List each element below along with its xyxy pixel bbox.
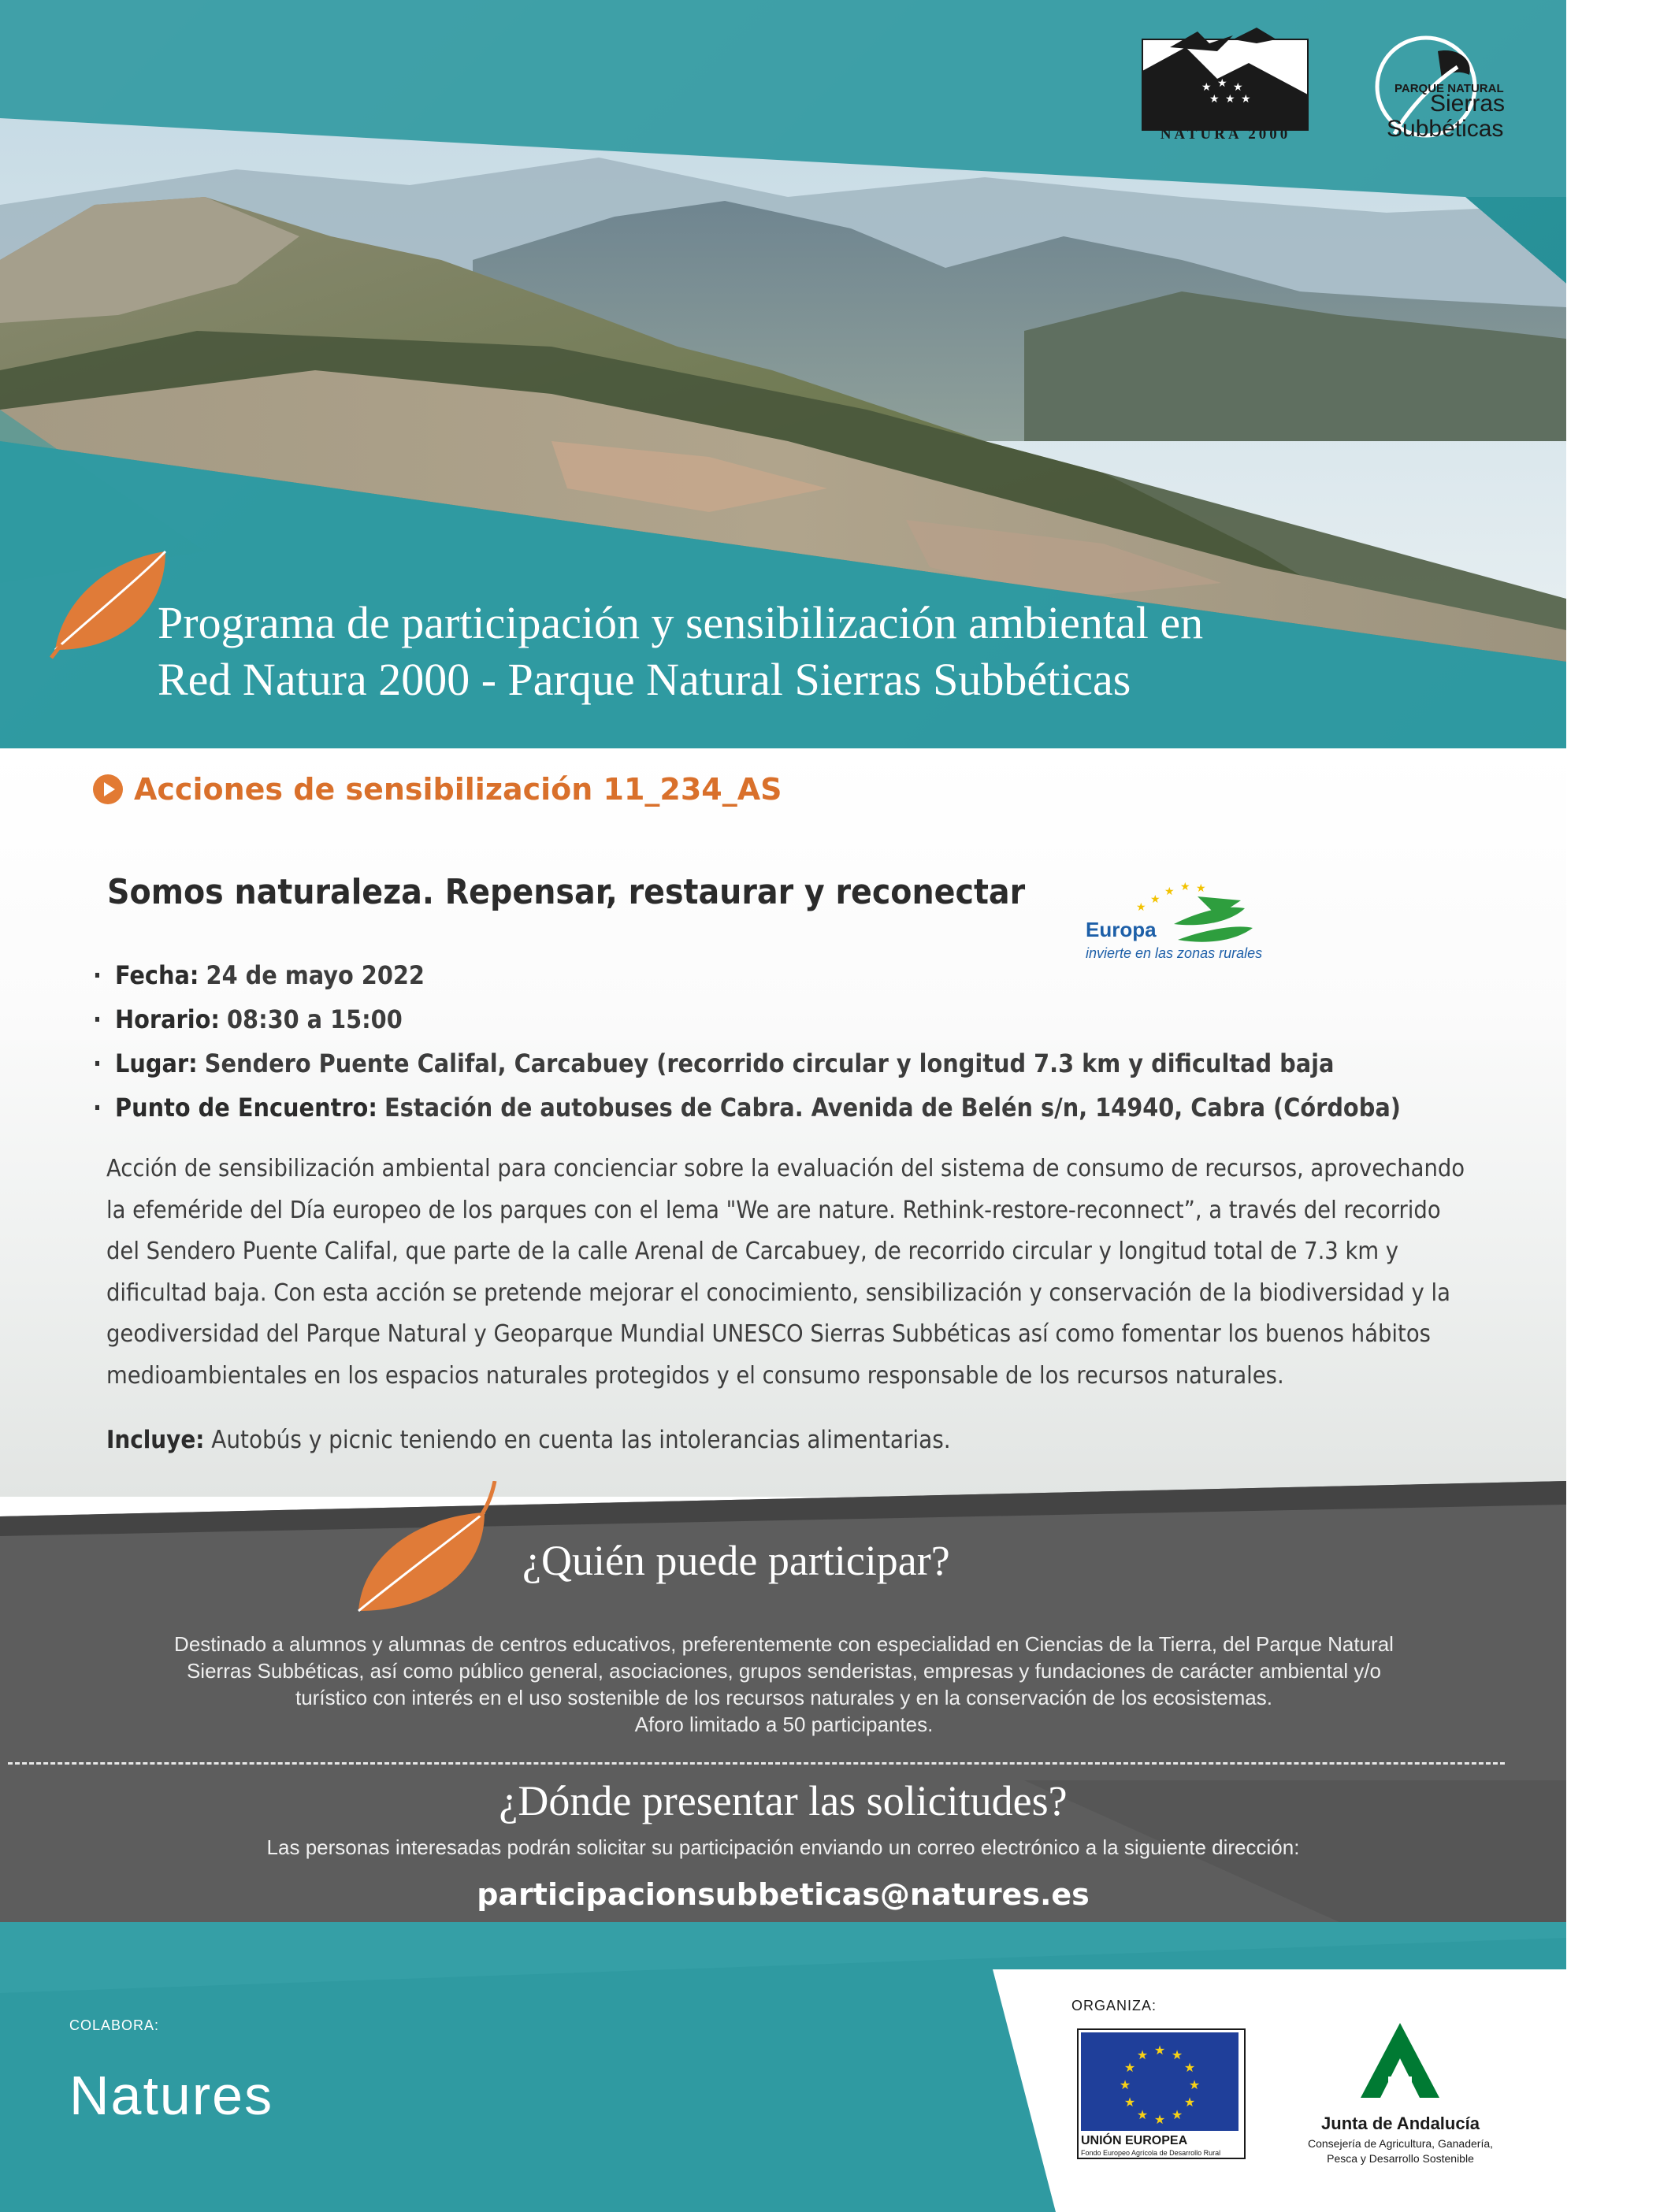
section-divider — [8, 1762, 1505, 1765]
svg-text:★: ★ — [1209, 93, 1220, 106]
svg-text:★: ★ — [1201, 81, 1212, 94]
svg-text:★: ★ — [1171, 2047, 1183, 2062]
action-code: Acciones de sensibilización 11_234_AS — [134, 772, 782, 807]
svg-text:★: ★ — [1136, 2107, 1149, 2122]
svg-text:★: ★ — [1225, 93, 1235, 106]
detail-meeting-point: · Punto de Encuentro: Estación de autobuses de Cabra. Avenida de Belén s/n, 14940, Cabra (Córdoba) — [93, 1093, 1401, 1123]
svg-text:★: ★ — [1180, 881, 1190, 893]
collaborator-label: COLABORA: — [69, 2017, 160, 2033]
parque-natural-label: PARQUE NATURAL — [1394, 82, 1504, 95]
parque-natural-name: Sierras Subbéticas — [1387, 91, 1506, 142]
svg-text:★: ★ — [1119, 2077, 1131, 2092]
event-description: Acción de sensibilización ambiental para concienciar sobre la evaluación del sistema de consumo de recursos, aprovechando la efeméride del Día europeo de los parques con el lema "We are nature. Rethink-restore-reconnect”, a través del recorrido del Sendero Puente Califal, que parte de la calle Arenal de Carcabuey, de recorrido circular y longitud total de 7.3 km y dificultad baja. Con esta acción se pretende mejorar el conocimiento, sensibilización y conservación de la biodiversidad y la geodiversidad del Parque Natural y Geoparque Mundial UNESCO Sierras Subbéticas así como fomentar los buenos hábitos medioambientales en los espacios naturales protegidos y el consumo responsable de los recursos naturales. — [106, 1155, 1465, 1390]
junta-department: Consejería de Agricultura, Ganadería, Pesca y Desarrollo Sostenible — [1307, 2137, 1494, 2165]
natures-logo: Natures — [69, 2065, 274, 2126]
natura-2000-logo-text: NATURA 2000 — [1160, 126, 1291, 143]
svg-text:★: ★ — [1183, 2060, 1196, 2075]
svg-text:★: ★ — [1233, 81, 1243, 94]
includes-line: Incluye: Autobús y picnic teniendo en cuenta las intolerancias alimentarias. — [106, 1426, 951, 1454]
who-heading: ¿Quién puede participar? — [522, 1537, 950, 1584]
who-description: Destinado a alumnos y alumnas de centros educativos, preferentemente con especialidad en Ciencias de la Tierra, del Parque Natural Sierras Subbéticas, así como público general, asociaciones, grupos senderistas, empresas y fundaciones de carácter ambiental y/o turístico con interés en el uso sostenible de los recursos naturales y en la conservación de los ecosistemas. Aforo limitado a 50 participantes. — [174, 1632, 1394, 1736]
detail-place: · Lugar: Sendero Puente Califal, Carcabuey (recorrido circular y longitud 7.3 km y dificultad baja — [93, 1048, 1335, 1078]
svg-text:★: ★ — [1196, 882, 1206, 895]
detail-schedule: · Horario: 08:30 a 15:00 — [93, 1004, 403, 1034]
detail-date: · Fecha: 24 de mayo 2022 — [93, 960, 425, 990]
junta-andalucia-logo — [1357, 2023, 1443, 2102]
svg-text:★: ★ — [1188, 2077, 1201, 2092]
svg-text:★: ★ — [1171, 2107, 1183, 2122]
europa-logo-tagline: invierte en las zonas rurales — [1086, 945, 1263, 961]
svg-text:★: ★ — [1153, 2112, 1166, 2127]
svg-text:★: ★ — [1150, 893, 1161, 906]
contact-email-link[interactable]: participacionsubbeticas@natures.es — [477, 1877, 1090, 1912]
svg-text:★: ★ — [1136, 2047, 1149, 2062]
event-details-list — [93, 953, 1550, 1130]
junta-andalucia-name: Junta de Andalucía — [1321, 2114, 1480, 2133]
europa-logo-word: Europa — [1086, 918, 1157, 941]
eu-logo-name: UNIÓN EUROPEA — [1081, 2134, 1188, 2147]
organizer-label: ORGANIZA: — [1071, 1998, 1157, 2013]
eu-flag-icon — [1081, 2032, 1239, 2131]
svg-text:★: ★ — [1123, 2060, 1136, 2075]
svg-text:★: ★ — [1136, 901, 1146, 914]
eu-fund-name: Fondo Europeo Agrícola de Desarrollo Rural — [1081, 2149, 1221, 2157]
svg-text:★: ★ — [1153, 2043, 1166, 2058]
svg-text:★: ★ — [1241, 93, 1251, 106]
play-circle-icon — [93, 774, 123, 804]
program-title-line-2: Red Natura 2000 - Parque Natural Sierras Subbéticas — [158, 654, 1131, 705]
event-title: Somos naturaleza. Repensar, restaurar y reconectar — [107, 872, 1026, 912]
svg-text:★: ★ — [1123, 2095, 1136, 2110]
where-heading: ¿Dónde presentar las solicitudes? — [499, 1777, 1068, 1824]
where-description: Las personas interesadas podrán solicitar su participación enviando un correo electrónico a la siguiente dirección: — [266, 1835, 1300, 1859]
svg-text:★: ★ — [1164, 885, 1175, 898]
svg-text:★: ★ — [1217, 77, 1227, 90]
action-code-line — [93, 772, 782, 807]
svg-text:★: ★ — [1183, 2095, 1196, 2110]
program-title-line-1: Programa de participación y sensibilización ambiental en — [158, 597, 1204, 648]
program-title — [158, 595, 1497, 708]
